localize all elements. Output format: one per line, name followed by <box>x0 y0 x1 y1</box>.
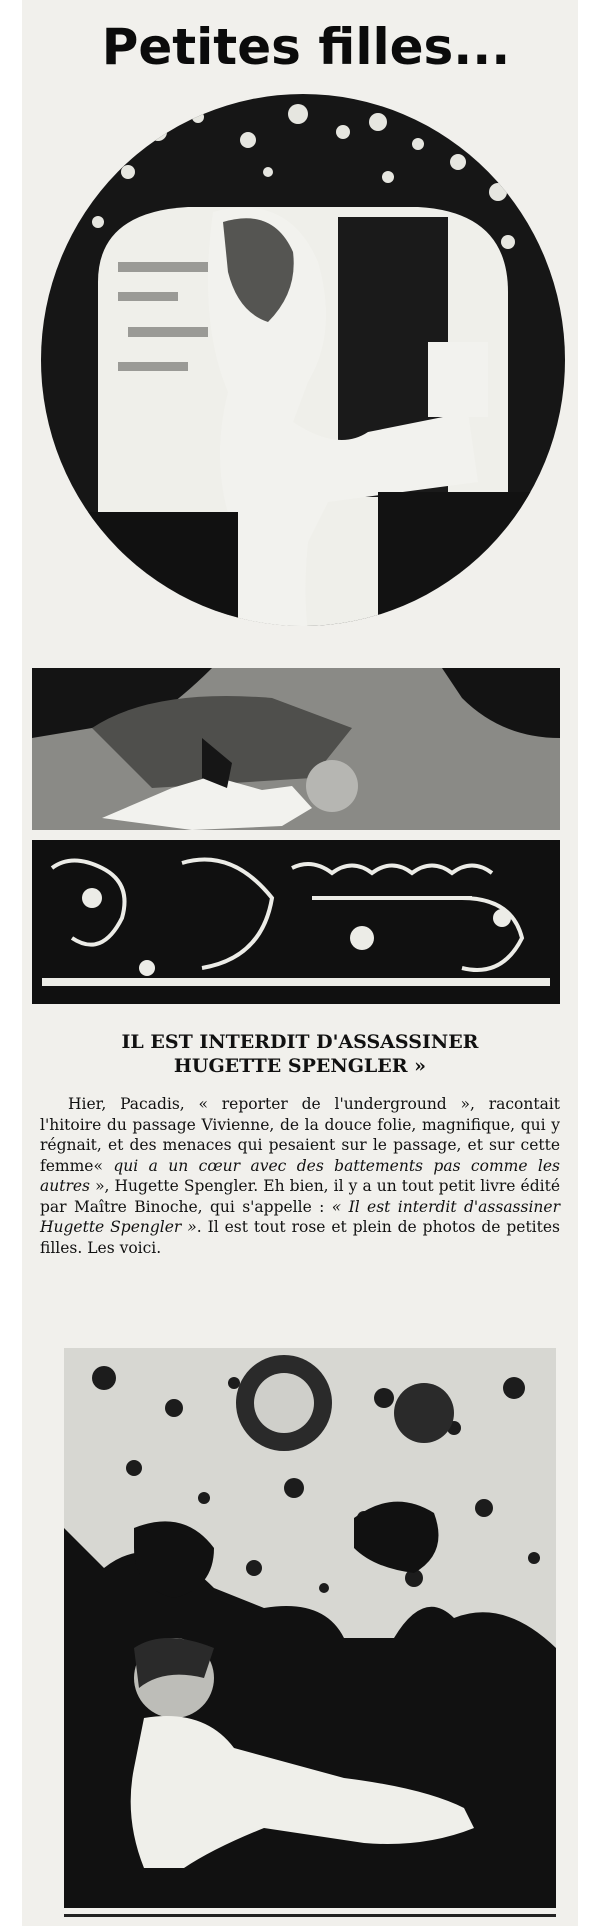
bottom-rule <box>64 1914 556 1917</box>
body-part-3: », Hugette Spengler. Eh bien, il y a un tout petit livre édité par Maître Binoche, qui s'appelle : <box>40 1177 560 1216</box>
seated-girl-photo-image <box>64 1348 556 1908</box>
headline-line-2: HUGETTE SPENGLER » <box>173 1055 427 1077</box>
lying-girl-photo-image <box>32 668 560 1004</box>
body-part-4-italic: « Il est interdit d'assassiner Hugette Spengler » <box>40 1197 560 1236</box>
lying-girl-photo <box>32 668 560 1004</box>
circular-photo-image <box>38 92 568 628</box>
page-title: Petites filles... <box>101 18 511 76</box>
article-body <box>40 1094 560 1258</box>
body-part-2-italic: qui a un cœur avec des battements pas comme les autres <box>40 1156 561 1195</box>
circular-photo <box>38 92 568 628</box>
headline-line-1: IL EST INTERDIT D'ASSASSINER <box>121 1031 479 1053</box>
article-headline <box>40 1030 560 1078</box>
seated-girl-photo <box>64 1348 556 1908</box>
body-part-5: . Il est tout rose et plein de photos de petites filles. Les voici. <box>40 1218 560 1257</box>
body-part-1: Hier, Pacadis, « reporter de l'underground », racontait l'hitoire du passage Vivienne, de la douce folie, magnifique, qui y régnait, et des menaces qui pesaient sur le passage, et sur cette femme« <box>40 1095 560 1175</box>
